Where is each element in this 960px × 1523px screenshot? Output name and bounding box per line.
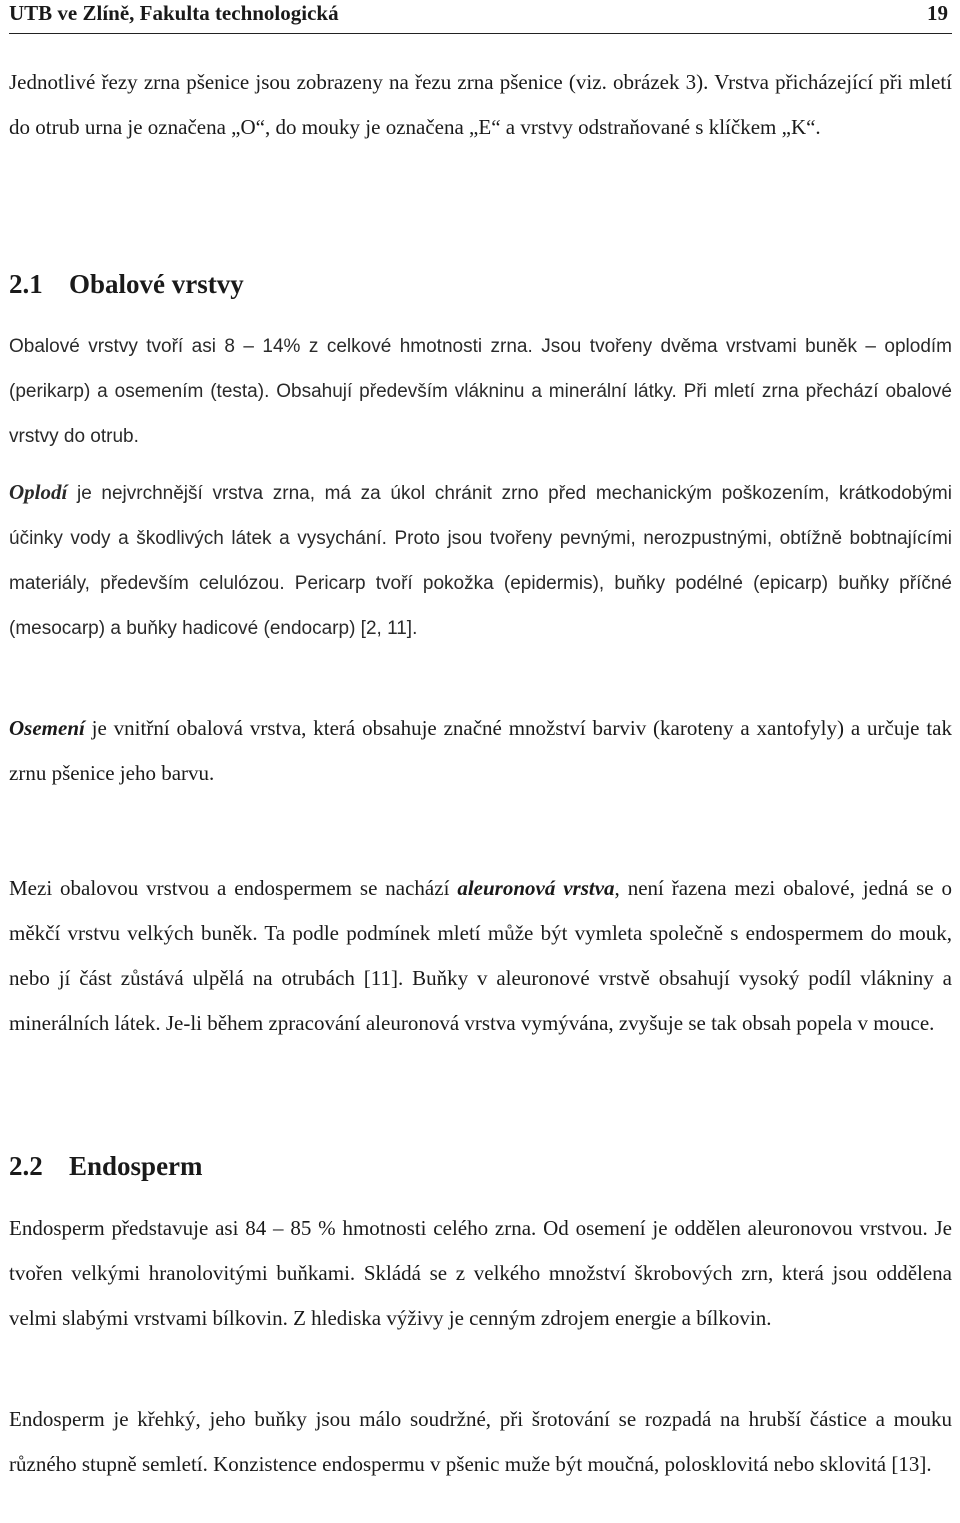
section-title: Endosperm bbox=[69, 1151, 203, 1181]
header-title: UTB ve Zlíně, Fakulta technologická bbox=[9, 1, 339, 25]
page-header bbox=[9, 0, 952, 34]
osemeni-term: Osemení bbox=[9, 716, 85, 740]
oplodi-paragraph bbox=[9, 470, 952, 651]
section-number: 2.1 bbox=[9, 269, 43, 299]
endosperm-paragraph-1: Endosperm představuje asi 84 – 85 % hmotnosti celého zrna. Od osemení je oddělen aleuronovou vrstvou. Je tvořen velkými hranolovitými buňkami. Skládá se z velkého množství škrobových zrn, která jsou oddělena velmi slabými vrstvami bílkovin. Z hlediska výživy je cenným zdrojem energie a bílkovin. bbox=[9, 1216, 952, 1330]
intro-paragraph: Jednotlivé řezy zrna pšenice jsou zobrazeny na řezu zrna pšenice (viz. obrázek 3). Vrstva přicházející při mletí do otrub urna je označena „O“, do mouky je označena „E“ a vrstvy odstraňované s klíčkem „K“. bbox=[9, 70, 952, 139]
osemeni-text: je vnitřní obalová vrstva, která obsahuje značné množství barviv (karoteny a xantofyly) a určuje tak zrnu pšenice jeho barvu. bbox=[9, 716, 952, 785]
aleurone-term: aleuronová vrstva bbox=[457, 876, 615, 900]
section-number: 2.2 bbox=[9, 1151, 43, 1181]
endosperm-paragraph-2: Endosperm je křehký, jeho buňky jsou málo soudržné, při šrotování se rozpadá na hrubší částice a mouku různého stupně semletí. Konzistence endospermu v pšenic muže být moučná, polosklovitá nebo sklovitá [13]. bbox=[9, 1407, 952, 1476]
oseme-paragraph bbox=[9, 706, 952, 796]
obalove-vrstvy-paragraph: Obalové vrstvy tvoří asi 8 – 14% z celkové hmotnosti zrna. Jsou tvořeny dvěma vrstvami buněk – oplodím (perikarp) a osemením (testa). Obsahují především vlákninu a minerální látky. Při mletí zrna přechází obalové vrstvy do otrub. bbox=[9, 336, 952, 447]
section-heading-2-1 bbox=[9, 268, 244, 300]
aleurone-text-after: , není řazena mezi obalové, jedná se o měkčí vrstvu velkých buněk. Ta podle podmínek mletí může být vymleta společně s endospermem do mouk, nebo jí část zůstává ulpělá na otrubách [11]. Buňky v aleuronové vrstvě obsahují vysoký podíl vlákniny a minerálních látek. Je-li během zpracování aleuronová vrstva vymývána, zvyšuje se tak obsah popela v mouce. bbox=[9, 876, 953, 1035]
aleurone-paragraph bbox=[9, 866, 952, 1046]
oplodi-term: Oplodí bbox=[9, 480, 68, 504]
section-heading-2-2 bbox=[9, 1150, 203, 1182]
oplodi-text: je nejvrchnější vrstva zrna, má za úkol chránit zrno před mechanickým poškozením, krátkodobými účinky vody a škodlivých látek a vysychání. Proto jsou tvořeny pevnými, nerozpustnými, obtížně bobtnajícími materiály, především celulózou. Pericarp tvoří pokožka (epidermis), buňky podélné (epicarp) buňky příčné (mesocarp) a buňky hadicové (endocarp) [2, 11]. bbox=[9, 483, 952, 639]
page-number: 19 bbox=[927, 1, 948, 25]
aleurone-text-before: Mezi obalovou vrstvou a endospermem se nachází bbox=[9, 876, 458, 900]
section-title: Obalové vrstvy bbox=[69, 269, 244, 299]
